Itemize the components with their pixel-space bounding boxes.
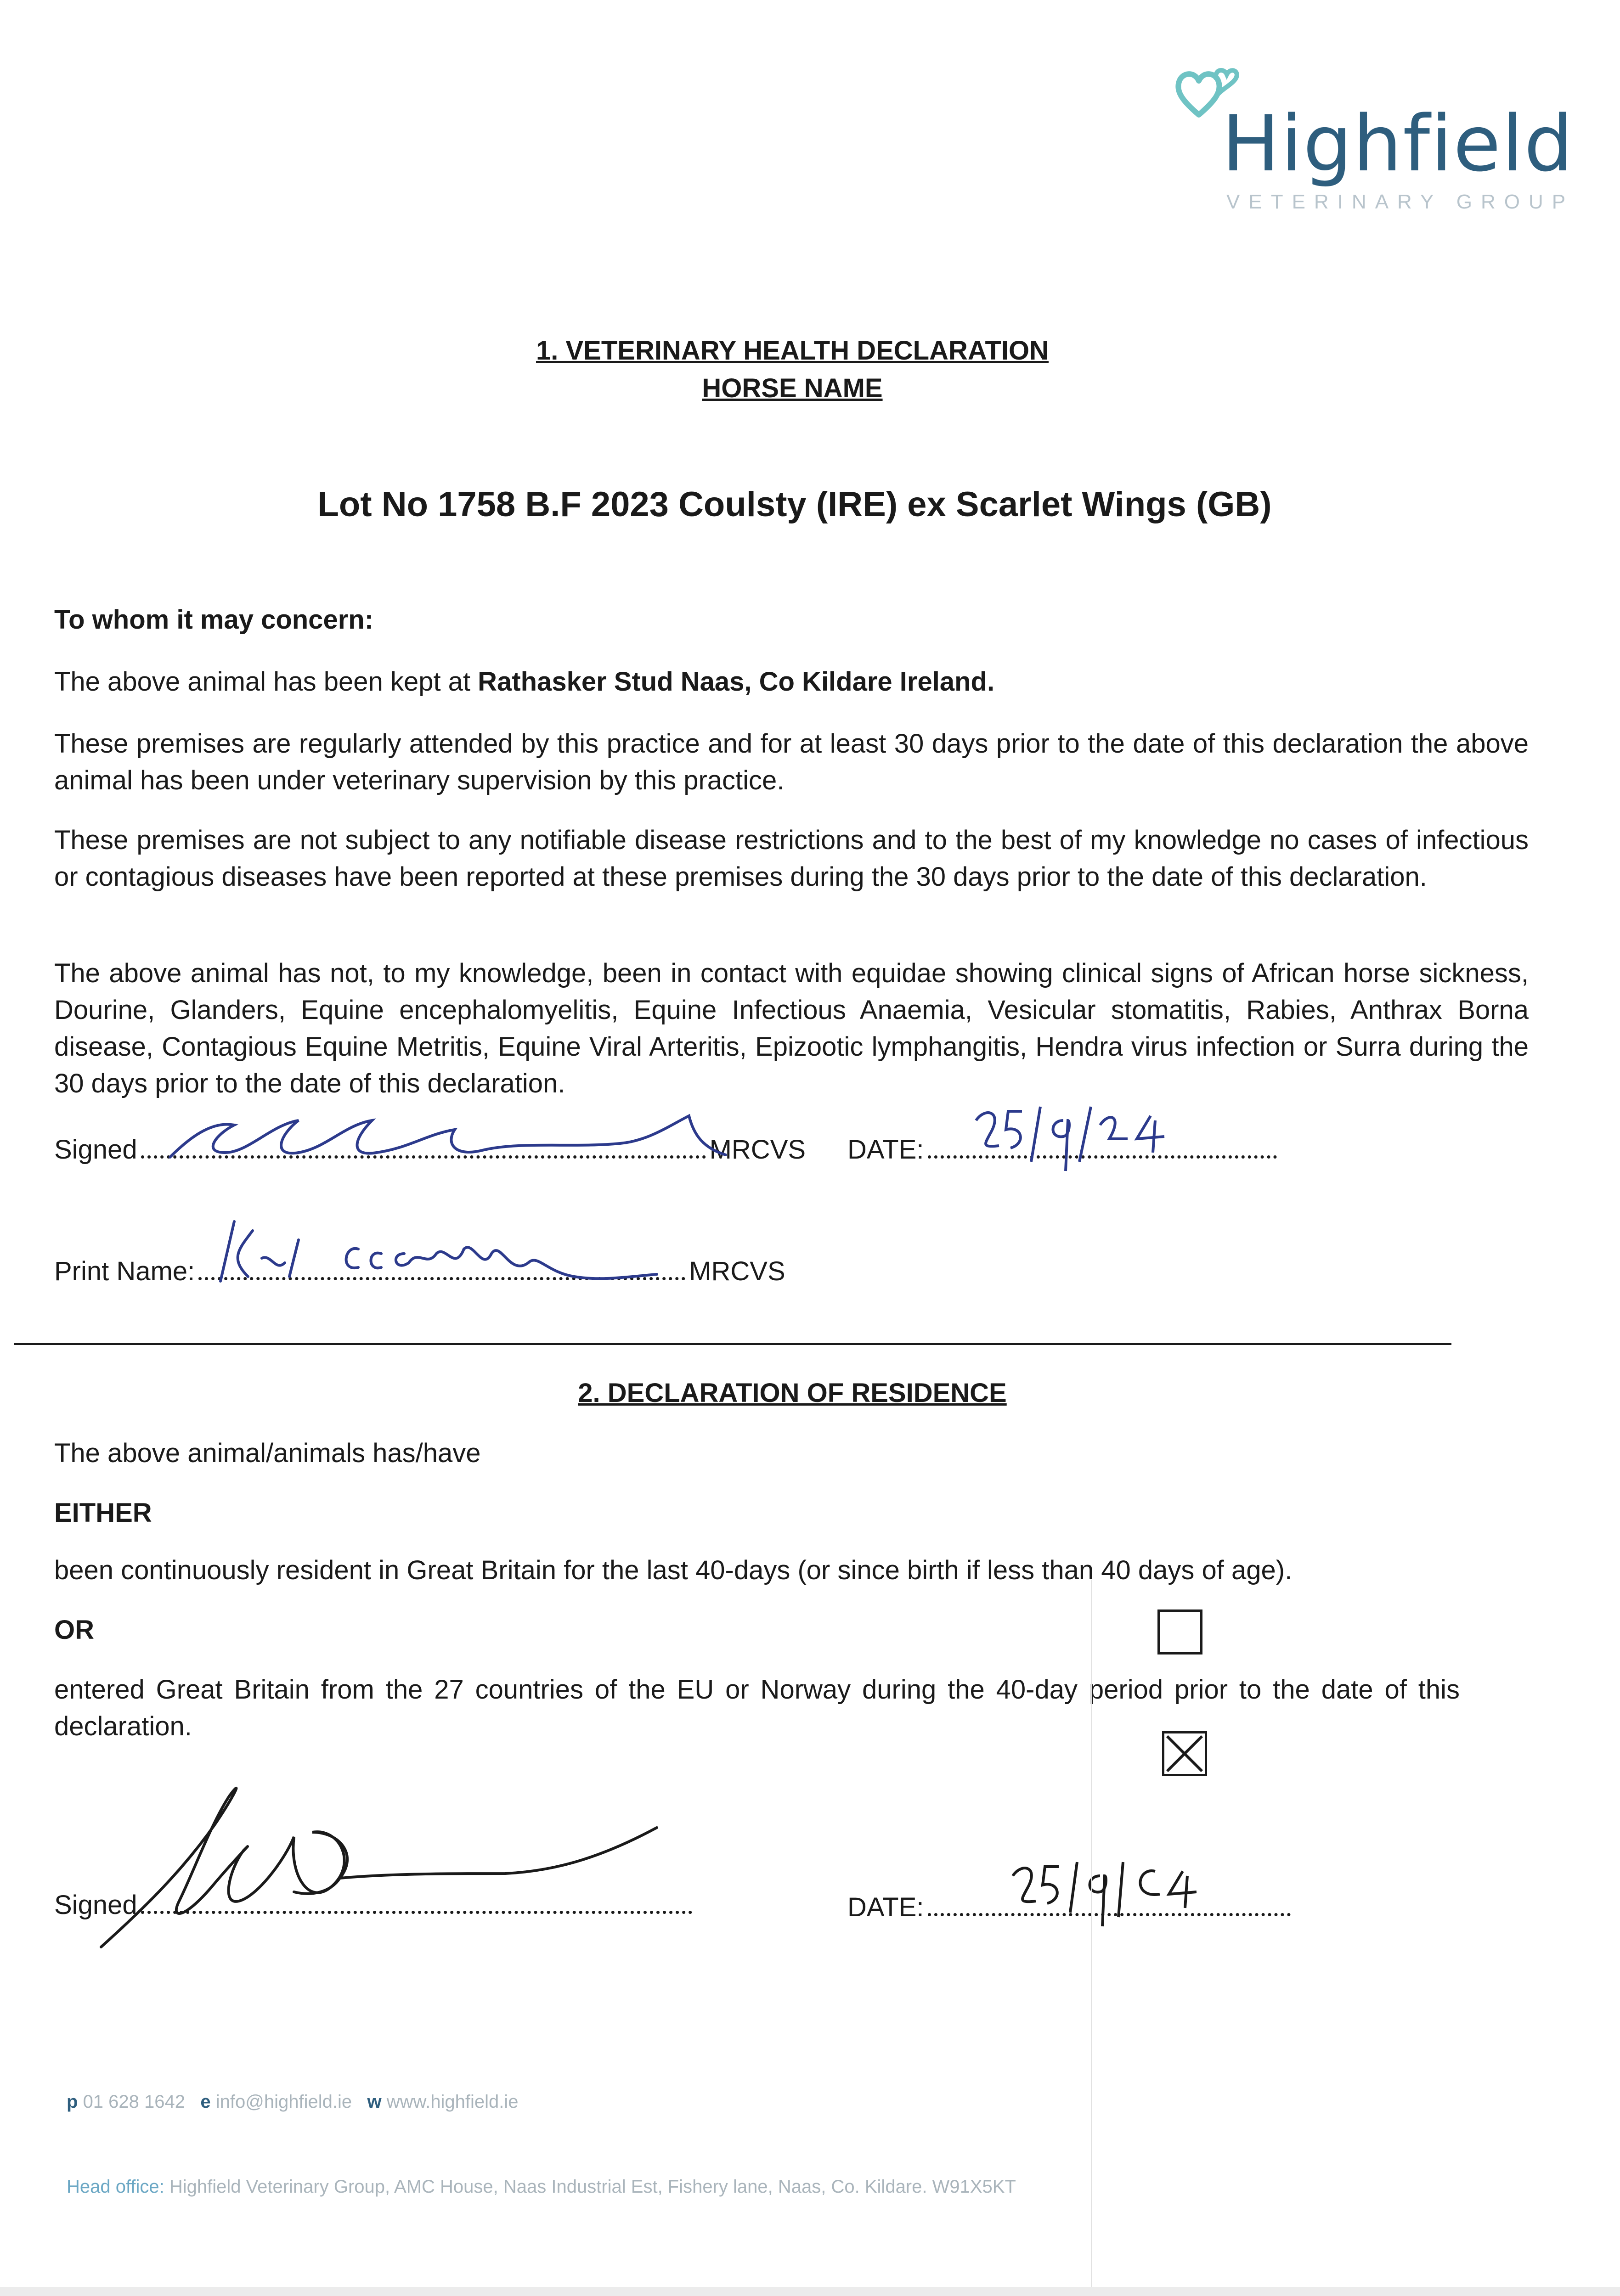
- section2-heading: 2. DECLARATION OF RESIDENCE: [578, 1378, 1007, 1408]
- vet-mrcvs-label: MRCVS: [709, 1135, 806, 1165]
- checkbox-cross-icon: [1164, 1733, 1205, 1774]
- section1-subheading: HORSE NAME: [702, 373, 883, 403]
- head-office-address: Highfield Veterinary Group, AMC House, Naas Industrial Est, Fishery lane, Naas, Co. Kildare. W91X5KT: [169, 2177, 1016, 2197]
- vet-date-label: DATE:: [847, 1135, 924, 1165]
- kept-location: Rathasker Stud Naas, Co Kildare Ireland.: [478, 667, 995, 697]
- restrictions-paragraph: These premises are not subject to any notifiable disease restrictions and to the best of my knowledge no cases of infectious or contagious diseases have been reported at these premises during the 30 days prior to the date of this declaration.: [54, 825, 1529, 892]
- or-label: OR: [54, 1615, 94, 1645]
- either-label: EITHER: [54, 1498, 152, 1528]
- owner-date-handwritten: [1008, 1857, 1219, 1936]
- print-name-label: Print Name:: [54, 1256, 195, 1286]
- residence-intro: The above animal/animals has/have: [54, 1438, 481, 1468]
- option1-checkbox[interactable]: [1157, 1609, 1202, 1654]
- option2-text: entered Great Britain from the 27 countries of the EU or Norway during the 40-day period prior to the date of this declaration.: [54, 1675, 1460, 1741]
- vet-signed-label: Signed: [54, 1135, 137, 1165]
- contact-paragraph: The above animal has not, to my knowledge, been in contact with equidae showing clinical signs of African horse sickness, Dourine, Glanders, Equine encephalomyelitis, Equine Infectious Anaemia, Vesicular stomatitis, Rabies, Anthrax Borna disease, Contagious Equine Metritis, Equine Viral Arteritis, Epizootic lymphangitis, Hendra virus infection or Surra during the 30 days prior to the date of this declaration.: [54, 958, 1529, 1098]
- option2-checkbox[interactable]: [1162, 1731, 1207, 1776]
- section1-heading: 1. VETERINARY HEALTH DECLARATION: [536, 336, 1049, 366]
- scan-edge: [0, 2287, 1620, 2296]
- email-key: e: [200, 2092, 211, 2112]
- owner-signed-label: Signed: [54, 1890, 137, 1920]
- email-address[interactable]: info@highfield.ie: [215, 2092, 352, 2112]
- contact-footer: [67, 2092, 519, 2112]
- salutation: To whom it may concern:: [54, 605, 374, 635]
- phone-key: p: [67, 2092, 78, 2112]
- print-mrcvs-label: MRCVS: [689, 1256, 785, 1286]
- scan-fold-line: [1091, 1580, 1092, 2296]
- website-link[interactable]: www.highfield.ie: [386, 2092, 519, 2112]
- head-office-footer: [67, 2177, 1016, 2197]
- vet-date-handwritten: [971, 1102, 1210, 1194]
- option1-text: been continuously resident in Great Britain for the last 40-days (or since birth if less than 40 days of age).: [54, 1555, 1293, 1585]
- logo-wordmark: Highfield: [1222, 99, 1574, 189]
- owner-signature: [92, 1768, 666, 1961]
- supervision-paragraph: These premises are regularly attended by this practice and for at least 30 days prior to the date of this declaration the above animal has been under veterinary supervision by this practice.: [54, 729, 1529, 795]
- lot-line: Lot No 1758 B.F 2023 Coulsty (IRE) ex Scarlet Wings (GB): [317, 485, 1272, 524]
- owner-date-label: DATE:: [847, 1892, 924, 1922]
- head-office-label: Head office:: [67, 2177, 164, 2197]
- vet-signature: [161, 1097, 735, 1176]
- kept-prefix: The above animal has been kept at: [54, 667, 478, 697]
- section-divider: [14, 1343, 1451, 1345]
- print-name-handwritten: [207, 1212, 666, 1295]
- web-key: w: [367, 2092, 382, 2112]
- logo-subtitle: VETERINARY GROUP: [1226, 191, 1575, 213]
- kept-at-line: [54, 664, 994, 700]
- phone-number: 01 628 1642: [83, 2092, 186, 2112]
